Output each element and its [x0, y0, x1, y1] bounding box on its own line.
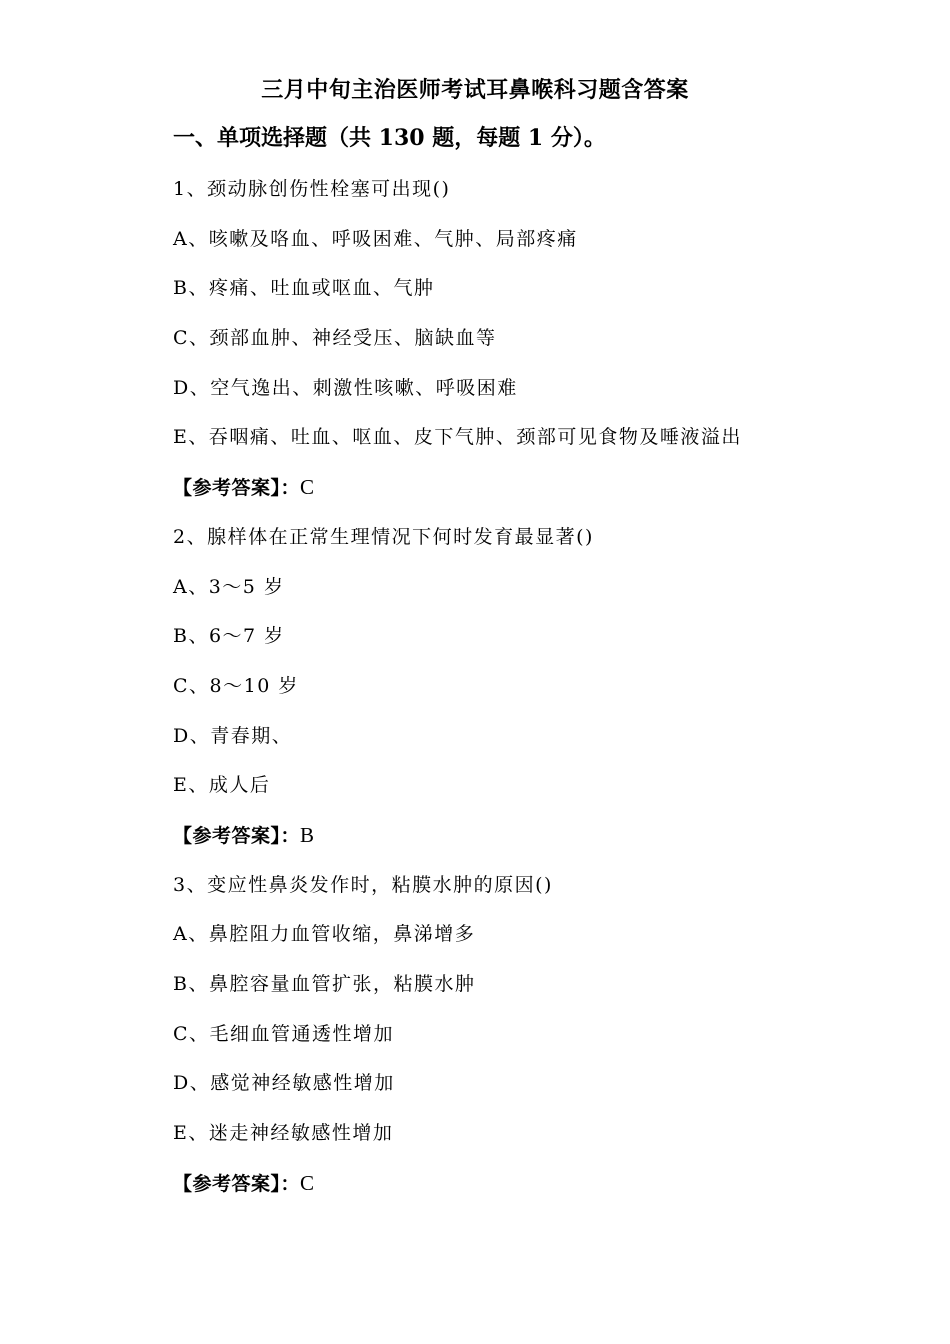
option-c: C、毛细血管通透性增加 — [173, 1022, 395, 1045]
answer-line — [173, 1167, 893, 1217]
question-stem: 3、变应性鼻炎发作时，粘膜水肿的原因() — [173, 873, 553, 896]
question-1 — [173, 173, 893, 521]
option-c: C、颈部血肿、神经受压、脑缺血等 — [173, 327, 497, 350]
option-b: B、鼻腔容量血管扩张，粘膜水肿 — [173, 973, 476, 995]
question-list — [173, 173, 893, 1216]
question-3 — [173, 869, 893, 1217]
document-title: 三月中旬主治医师考试耳鼻喉科习题含答案 — [261, 77, 689, 103]
option-b: B、6～7 岁 — [173, 625, 285, 648]
option-e: E、吞咽痛、吐血、呕血、皮下气肿、颈部可见食物及唾液溢出 — [173, 426, 742, 449]
answer-label: 【参考答案】： — [173, 477, 301, 500]
answer-value: B — [300, 822, 315, 847]
option-b: B、疼痛、吐血或呕血、气肿 — [173, 277, 435, 300]
option-e: E、迷走神经敏感性增加 — [173, 1122, 394, 1145]
question-stem: 2、腺样体在正常生理情况下何时发育最显著() — [173, 525, 594, 548]
section-heading: 一、单项选择题（共 130 题，每题 1 分）。 — [173, 125, 606, 151]
answer-line — [173, 819, 893, 869]
answer-value: C — [300, 475, 315, 500]
option-c: C、8～10 岁 — [173, 674, 299, 697]
answer-line — [173, 471, 893, 521]
option-e: E、成人后 — [173, 774, 271, 797]
question-stem: 1、颈动脉创伤性栓塞可出现() — [173, 178, 451, 200]
option-a: A、鼻腔阻力血管收缩，鼻涕增多 — [173, 923, 476, 946]
answer-label: 【参考答案】： — [173, 824, 301, 847]
answer-value: C — [300, 1170, 315, 1195]
option-d: D、青春期、 — [173, 724, 293, 747]
option-a: A、咳嗽及咯血、呼吸困难、气肿、局部疼痛 — [173, 227, 578, 250]
option-a: A、3～5 岁 — [173, 575, 285, 598]
question-2 — [173, 521, 893, 869]
option-d: D、感觉神经敏感性增加 — [173, 1072, 395, 1095]
answer-label: 【参考答案】： — [173, 1172, 301, 1195]
option-d: D、空气逸出、刺激性咳嗽、呼吸困难 — [173, 376, 518, 399]
